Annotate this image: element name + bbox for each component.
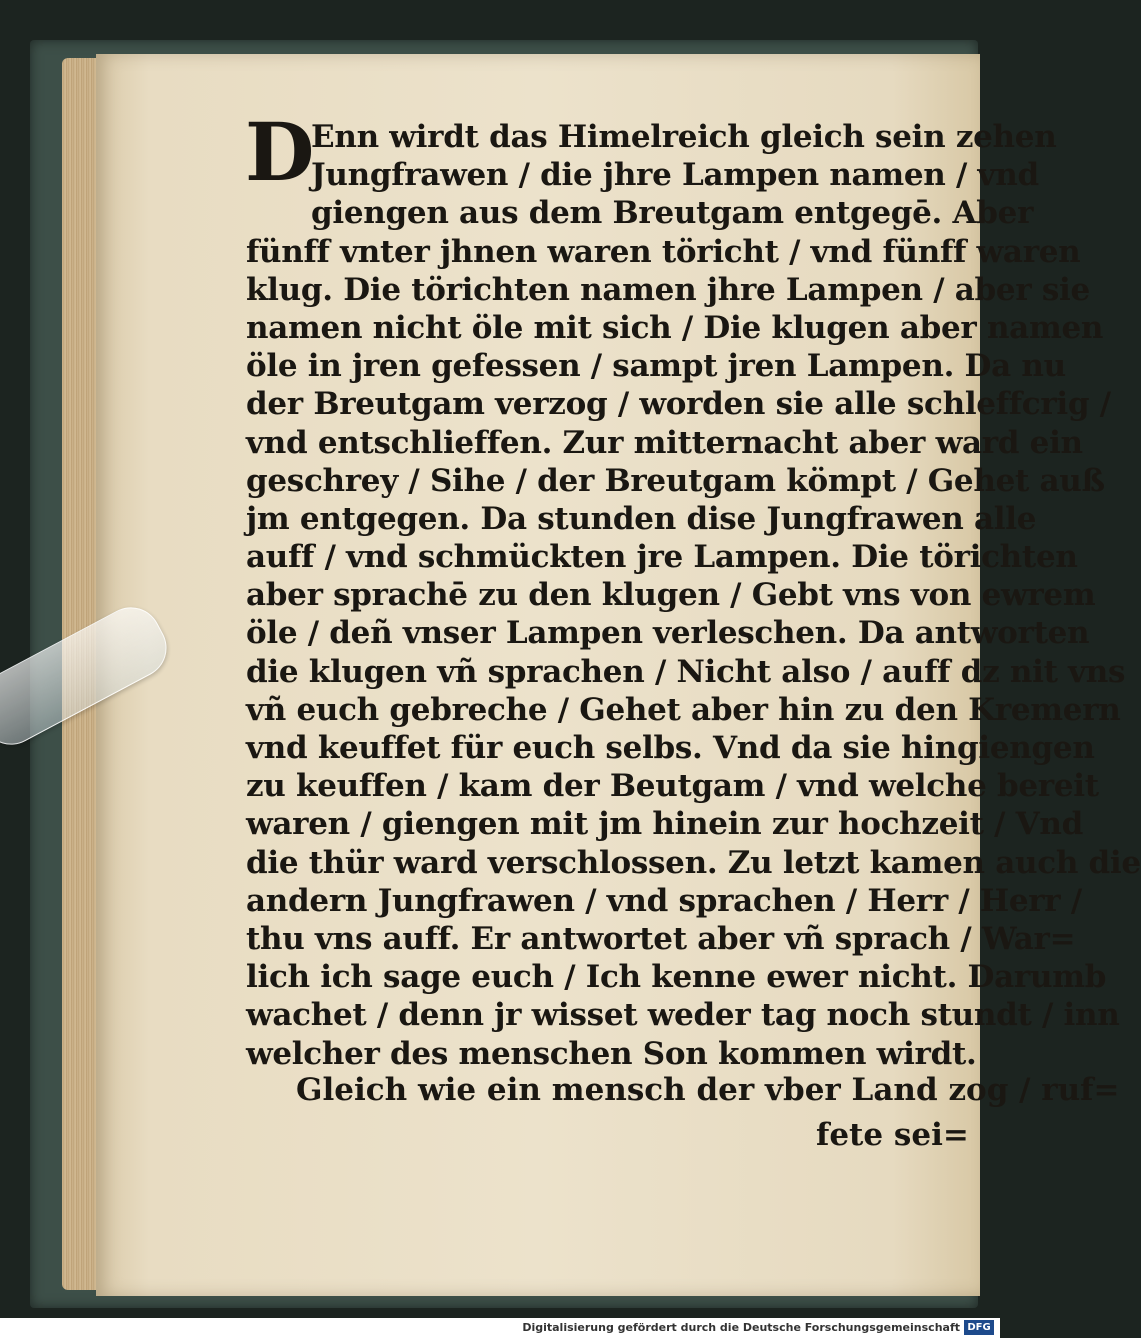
text-line: Jungfrawen / die jhre Lampen namen / vnd xyxy=(311,157,1039,194)
text-line: auff / vnd schmückten jre Lampen. Die törichten xyxy=(246,539,1078,576)
text-line: aber sprachē zu den klugen / Gebt vns von ewrem xyxy=(246,577,1096,614)
text-line: klug. Die törichten namen jhre Lampen / aber sie xyxy=(246,271,1090,308)
text-line: lich ich sage euch / Ich kenne ewer nicht. Darumb xyxy=(246,959,1107,996)
book-page xyxy=(96,54,1141,1296)
footer-credit: Digitalisierung gefördert durch die Deutsche Forschungsgemeinschaft xyxy=(522,1321,960,1334)
text-line: vnd entschlieffen. Zur mitternacht aber ward ein xyxy=(246,424,1083,461)
text-line: Enn wirdt das Himelreich gleich sein zehen xyxy=(311,119,1057,155)
text-line: jm entgegen. Da stunden dise Jungfrawen alle xyxy=(246,500,1037,537)
text-line: namen nicht öle mit sich / Die klugen aber namen xyxy=(246,309,1104,346)
text-line: der Breutgam verzog / worden sie alle schleffcrig / xyxy=(246,386,1111,423)
text-line: vñ euch gebreche / Gehet aber hin zu den Kremern xyxy=(246,691,1121,728)
main-text xyxy=(246,118,1141,1073)
text-line: vnd keuffet für euch selbs. Vnd da sie hingiengen xyxy=(246,730,1095,766)
second-paragraph: Gleich wie ein mensch der vber Land zog / ruf= xyxy=(296,1072,1120,1108)
text-line: waren / giengen mit jm hinein zur hochzeit / Vnd xyxy=(246,806,1083,843)
text-line: andern Jungfrawen / vnd sprachen / Herr / Herr / xyxy=(246,882,1082,919)
dfg-logo: DFG xyxy=(964,1320,994,1335)
drop-capital: D xyxy=(245,105,315,199)
text-line: fünff vnter jhnen waren töricht / vnd fünff waren xyxy=(246,233,1081,270)
text-line: öle / deñ vnser Lampen verleschen. Da antworten xyxy=(246,615,1090,652)
text-line: öle in jren gefessen / sampt jren Lampen. Da nu xyxy=(246,348,1066,385)
text-line: wachet / denn jr wisset weder tag noch stundt / inn xyxy=(246,997,1120,1034)
text-line: thu vns auff. Er antwortet aber vñ sprach / War= xyxy=(246,920,1076,957)
text-line: die thür ward verschlossen. Zu letzt kamen auch die xyxy=(246,844,1141,881)
catchword: fete sei= xyxy=(816,1117,969,1153)
text-line: geschrey / Sihe / der Breutgam kömpt / Gehet auß xyxy=(246,462,1105,499)
text-line: zu keuffen / kam der Beutgam / vnd welche bereit xyxy=(246,768,1099,805)
text-line: giengen aus dem Breutgam entgegē. Aber xyxy=(311,195,1034,232)
text-line: die klugen vñ sprachen / Nicht also / auff dz nit vns xyxy=(246,653,1126,690)
text-line: welcher des menschen Son kommen wirdt. xyxy=(246,1035,977,1072)
footer-bar xyxy=(0,1318,1000,1338)
